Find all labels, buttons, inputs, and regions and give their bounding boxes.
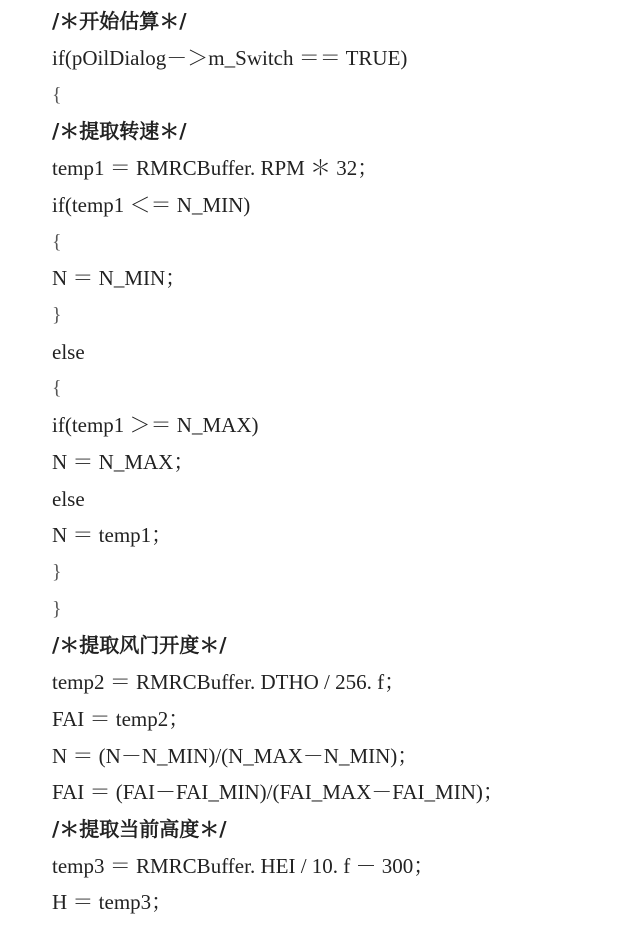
code-line-if-temp1-min: if(temp1 ＜＝ N_MIN) <box>52 193 251 217</box>
code-line-temp3-assign: temp3 ＝ RMRCBuffer. HEI / 10. f － 300； <box>52 854 435 878</box>
code-line-temp2-assign: temp2 ＝ RMRCBuffer. DTHO / 256. f； <box>52 670 406 694</box>
code-line-temp1-assign: temp1 ＝ RMRCBuffer. RPM ＊ 32； <box>52 156 379 180</box>
code-line-close-brace: } <box>52 598 62 620</box>
code-line-close-brace: } <box>52 304 62 326</box>
code-line-if-temp1-max: if(temp1 ＞＝ N_MAX) <box>52 413 259 437</box>
code-line-n-min-assign: N ＝ N_MIN； <box>52 266 187 290</box>
code-line-comment-get-height: /＊提取当前高度＊/ <box>52 817 227 841</box>
code-line-else: else <box>52 487 85 511</box>
code-line-n-max-assign: N ＝ N_MAX； <box>52 450 195 474</box>
code-line-h-assign: H ＝ temp3； <box>52 890 173 914</box>
code-line-open-brace: { <box>52 377 62 399</box>
code-line-fai-normalize: FAI ＝ (FAI－FAI_MIN)/(FAI_MAX－FAI_MIN)； <box>52 780 504 804</box>
code-line-open-brace: { <box>52 231 62 253</box>
code-line-comment-get-rpm: /＊提取转速＊/ <box>52 119 187 143</box>
code-line-fai-assign: FAI ＝ temp2； <box>52 707 190 731</box>
code-line-if-switch: if(pOilDialog－＞m_Switch ＝＝ TRUE) <box>52 46 408 70</box>
code-line-comment-start-estimation: /＊开始估算＊/ <box>52 9 187 33</box>
code-line-n-normalize: N ＝ (N－N_MIN)/(N_MAX－N_MIN)； <box>52 744 419 768</box>
code-line-n-temp1-assign: N ＝ temp1； <box>52 523 173 547</box>
code-line-open-brace: { <box>52 84 62 106</box>
code-line-close-brace: } <box>52 561 62 583</box>
code-line-comment-get-throttle: /＊提取风门开度＊/ <box>52 633 227 657</box>
code-line-else: else <box>52 340 85 364</box>
